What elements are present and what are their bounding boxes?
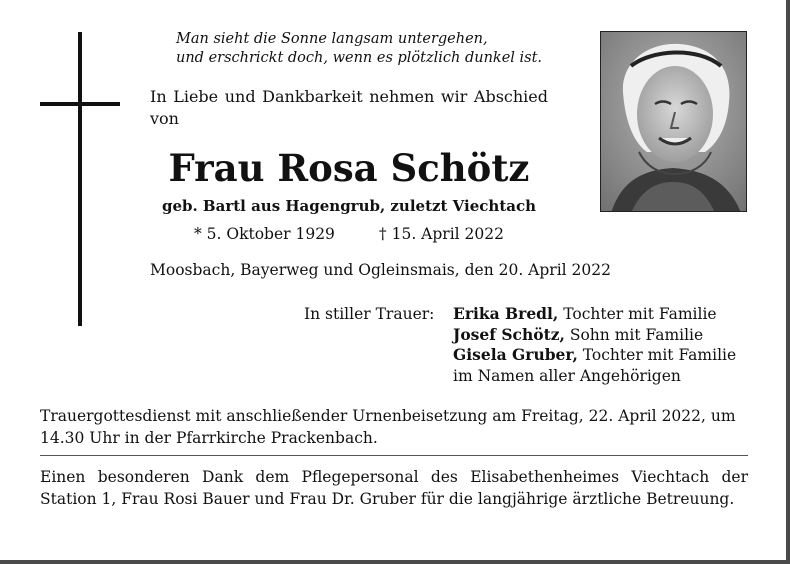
- mourners-closing: im Namen aller Angehörigen: [453, 367, 681, 386]
- mourner-name: Josef Schötz,: [453, 324, 565, 344]
- birth-name-info: geb. Bartl aus Hagengrub, zuletzt Viechtach: [161, 197, 537, 215]
- mourner-relation: Tochter mit Familie: [558, 305, 717, 323]
- intro-text: In Liebe und Dankbarkeit nehmen wir Abschied von: [150, 87, 548, 128]
- deceased-name: Frau Rosa Schötz: [168, 146, 530, 190]
- mourners-label: In stiller Trauer:: [304, 305, 435, 323]
- quote-line-2: und erschrickt doch, wenn es plötzlich dunkel ist.: [176, 50, 543, 66]
- life-dates: [150, 224, 548, 244]
- mourner-entry: [453, 345, 736, 366]
- birth-date: * 5. Oktober 1929: [193, 225, 335, 243]
- mourner-name: Gisela Gruber,: [453, 345, 578, 365]
- mourner-relation: Sohn mit Familie: [564, 325, 704, 344]
- portrait-photo: [600, 31, 747, 212]
- thanks-note: Einen besonderen Dank dem Pflegepersonal des Elisabethenheimes Viechtach der Station 1, Frau Rosi Bauer und Frau Dr. Gruber für die langjährige ärztliche Betreuung.: [40, 468, 748, 508]
- memorial-quote: [176, 30, 596, 68]
- section-divider: [40, 455, 748, 456]
- portrait-image: [601, 32, 747, 212]
- death-date: † 15. April 2022: [378, 225, 504, 243]
- quote-line-1: Man sieht die Sonne langsam untergehen,: [176, 31, 488, 47]
- mourners-list: [453, 304, 736, 387]
- mourner-name: Erika Bredl,: [453, 304, 559, 323]
- place-and-date: Moosbach, Bayerweg und Ogleinsmais, den 20. April 2022: [150, 261, 611, 279]
- frame-border-bottom: [0, 560, 790, 564]
- mourner-relation: Tochter mit Familie: [577, 346, 737, 365]
- mourner-entry: [453, 325, 736, 346]
- funeral-service-info: Trauergottesdienst mit anschließender Urnenbeisetzung am Freitag, 22. April 2022, um 14.30 Uhr in der Pfarrkirche Prackenbach.: [40, 407, 736, 447]
- frame-border-right: [786, 0, 790, 564]
- mourner-entry: [453, 304, 736, 325]
